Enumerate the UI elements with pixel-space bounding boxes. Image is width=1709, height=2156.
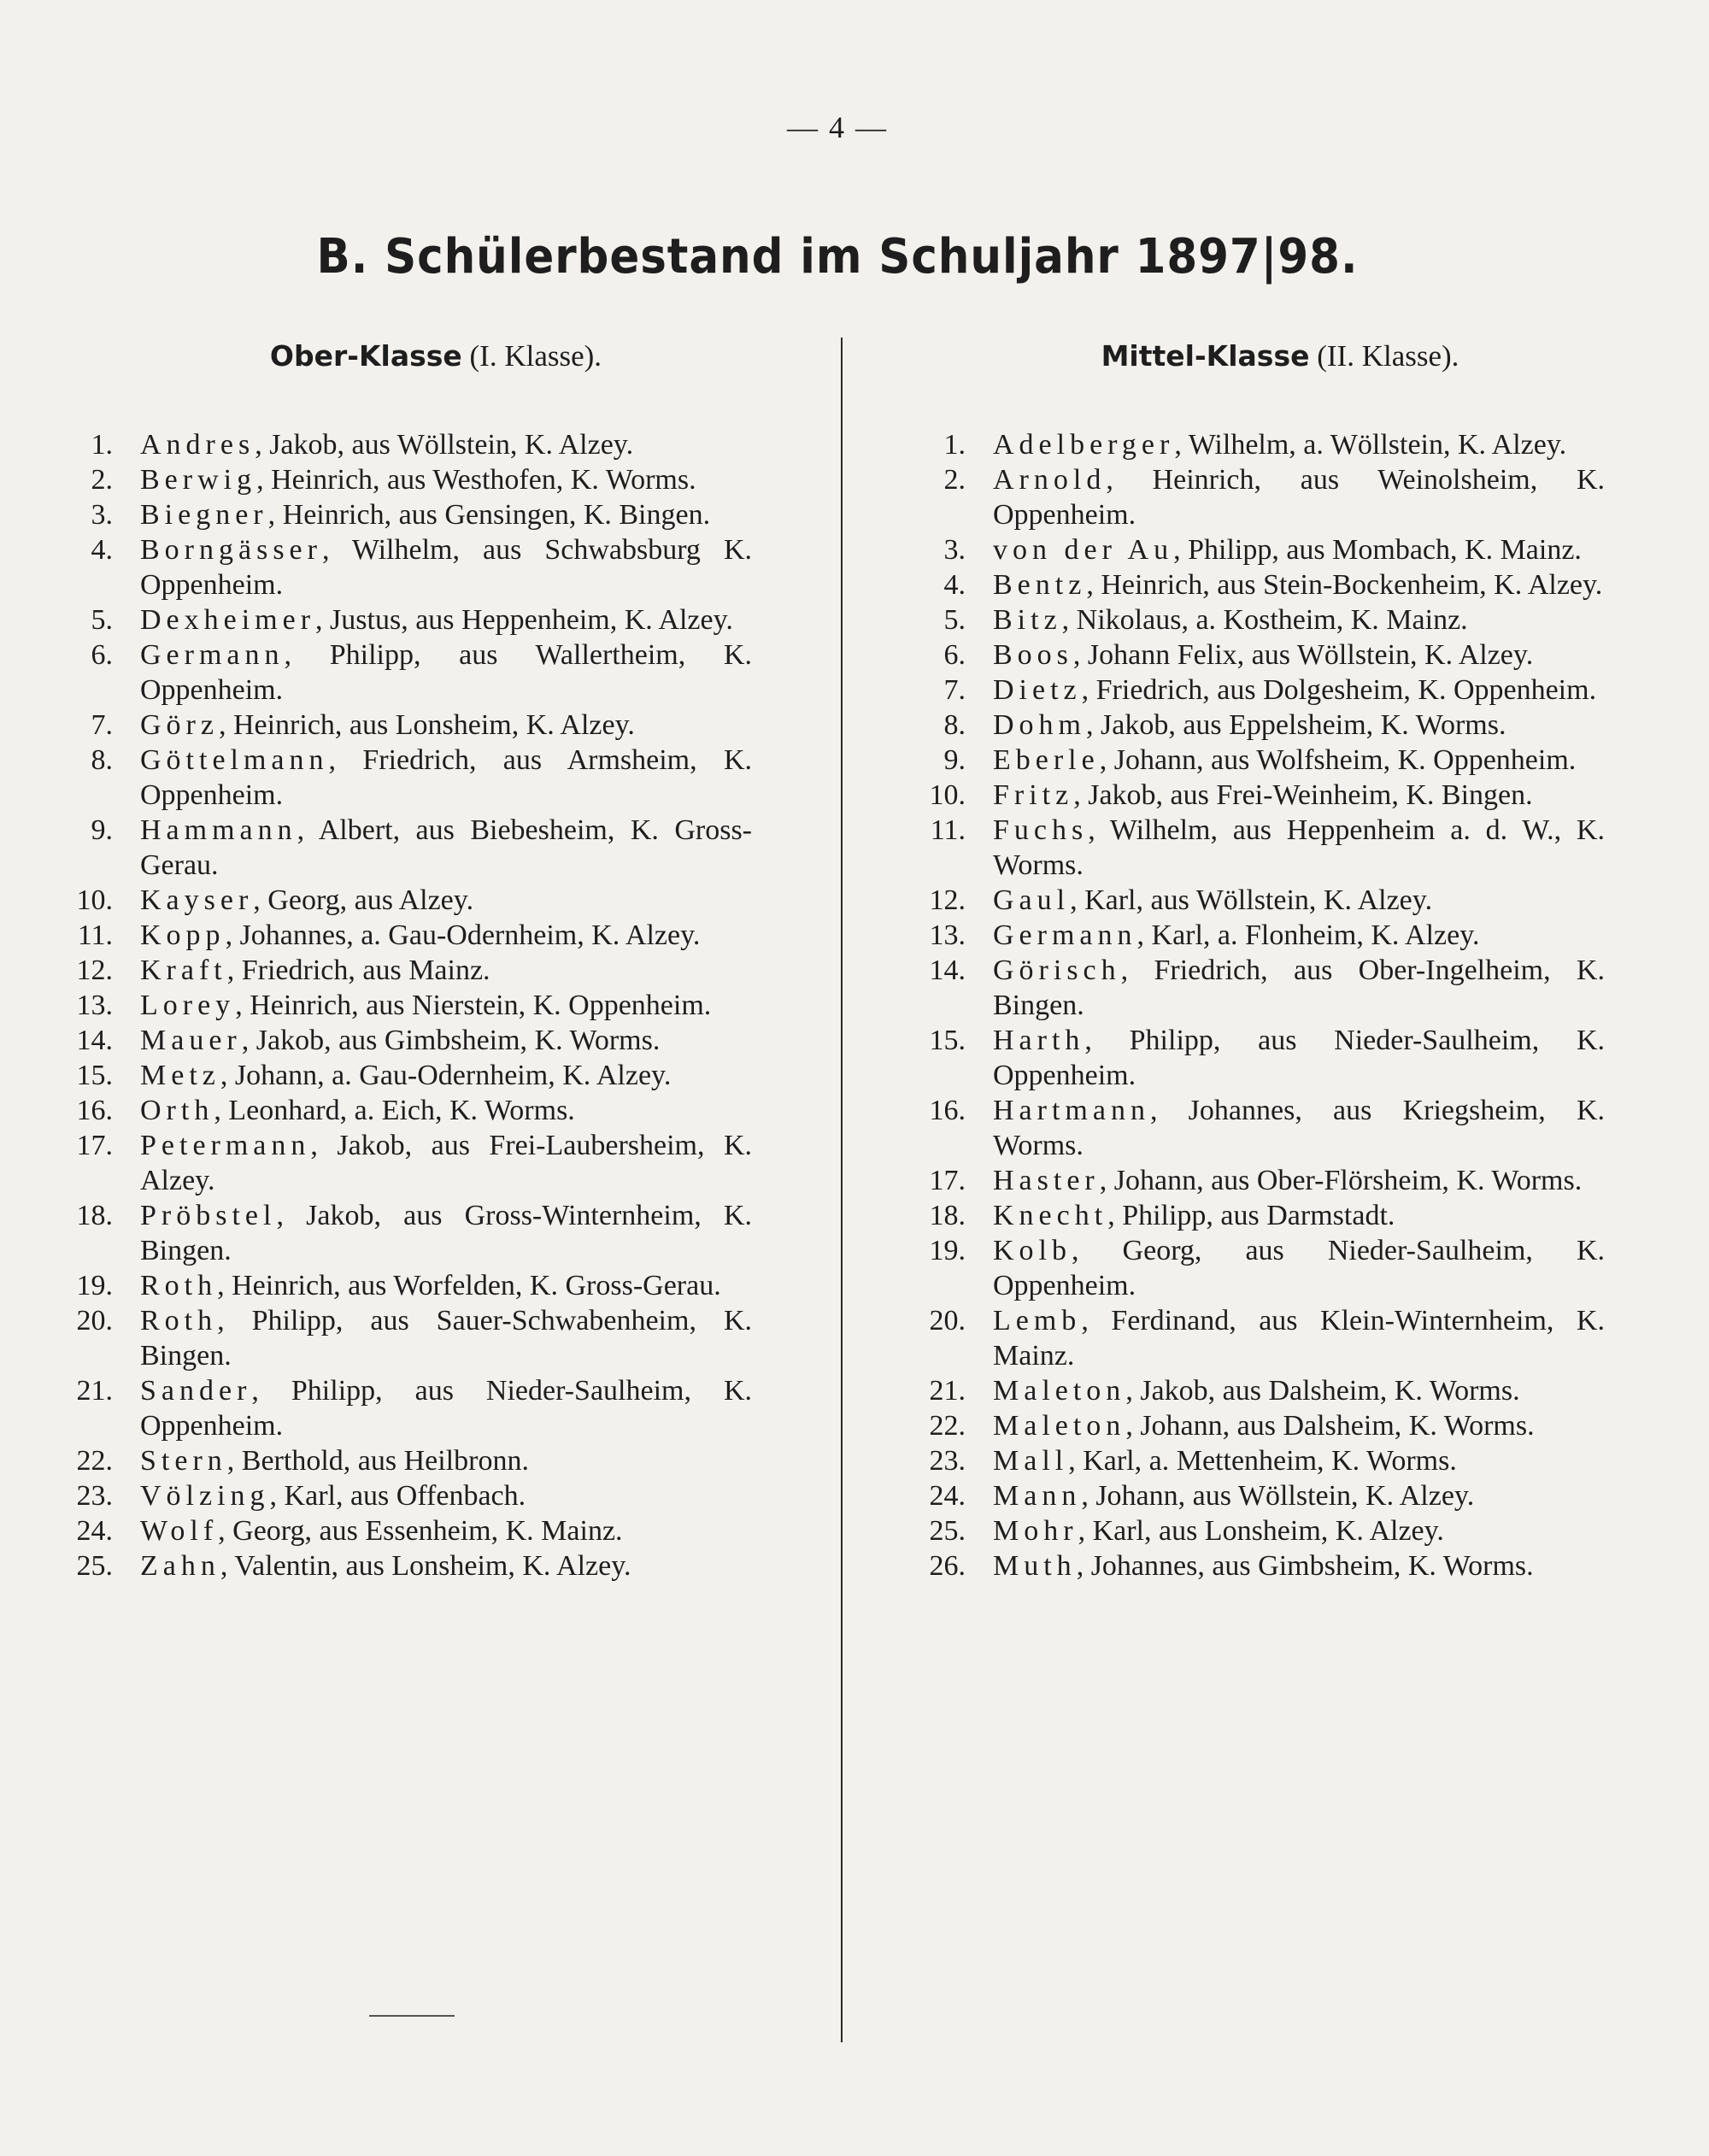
student-details: , Jakob, aus Gimbsheim, K. Worms. xyxy=(241,1025,661,1056)
mittel-klasse-title: Mittel-Klasse xyxy=(1101,339,1310,373)
student-entry xyxy=(68,602,752,637)
student-details: , Wilhelm, a. Wöllstein, K. Alzey. xyxy=(1174,429,1567,461)
student-surname: Mann xyxy=(993,1480,1082,1512)
student-surname: Göttelmann xyxy=(140,744,329,776)
student-details: , Karl, a. Flonheim, K. Alzey. xyxy=(1136,919,1480,951)
entry-number: 11. xyxy=(77,919,113,951)
student-surname: Gaul xyxy=(993,884,1071,916)
entry-number: 11. xyxy=(930,814,966,846)
student-entry xyxy=(921,778,1605,813)
entry-number: 13. xyxy=(76,990,113,1021)
student-surname: Muth xyxy=(993,1550,1077,1582)
ober-klasse-subtitle: (I. Klasse). xyxy=(469,339,602,373)
entry-number: 13. xyxy=(929,919,966,951)
entry-number: 22. xyxy=(929,1410,966,1442)
student-entry xyxy=(68,637,752,708)
entry-number: 16. xyxy=(76,1095,113,1126)
entry-number: 24. xyxy=(76,1515,113,1547)
student-entry xyxy=(68,813,752,883)
student-details: , Heinrich, aus Gensingen, K. Bingen. xyxy=(267,499,711,531)
entry-number: 8. xyxy=(943,709,966,741)
student-surname: Hammann xyxy=(140,814,297,846)
student-surname: Mohr xyxy=(993,1515,1078,1547)
entry-number: 1. xyxy=(91,429,113,461)
student-entry xyxy=(921,918,1605,953)
entry-number: 4. xyxy=(91,534,113,566)
student-surname: Görisch xyxy=(993,955,1121,986)
entry-number: 19. xyxy=(929,1235,966,1266)
student-details: , Heinrich, aus Nierstein, K. Oppenheim. xyxy=(235,990,712,1021)
student-entry xyxy=(921,708,1605,743)
student-entry xyxy=(921,1548,1605,1583)
student-surname: Arnold xyxy=(993,464,1107,496)
page-number: — 4 — xyxy=(787,110,888,144)
entry-number: 21. xyxy=(76,1375,113,1407)
student-details: , Leonhard, a. Eich, K. Worms. xyxy=(214,1095,575,1126)
entry-number: 15. xyxy=(929,1025,966,1056)
student-details: , Albert, aus Biebesheim, K. Gross-Gerau. xyxy=(140,814,752,881)
student-entry xyxy=(921,953,1605,1023)
student-details: , Ferdinand, aus Klein-Winternheim, K. Mainz. xyxy=(993,1305,1605,1372)
student-entry xyxy=(921,462,1605,532)
entry-number: 3. xyxy=(91,499,113,531)
student-surname: Kolb xyxy=(993,1235,1072,1266)
mittel-klasse-heading xyxy=(921,335,1605,378)
student-surname: Bitz xyxy=(993,604,1062,636)
student-surname: Maleton xyxy=(993,1410,1126,1442)
entry-number: 9. xyxy=(91,814,113,846)
student-surname: Mall xyxy=(993,1445,1069,1477)
student-details: , Johann, aus Ober-Flörsheim, K. Worms. xyxy=(1099,1165,1583,1196)
student-entry xyxy=(68,462,752,497)
student-surname: Sander xyxy=(140,1375,252,1407)
entry-number: 14. xyxy=(76,1025,113,1056)
student-details: , Valentin, aus Lonsheim, K. Alzey. xyxy=(220,1550,631,1582)
student-entry xyxy=(68,1373,752,1443)
student-surname: Görz xyxy=(140,709,219,741)
student-details: , Johannes, aus Gimbsheim, K. Worms. xyxy=(1076,1550,1534,1582)
student-surname: Haster xyxy=(993,1165,1100,1196)
student-surname: Bentz xyxy=(993,569,1087,601)
student-entry xyxy=(921,1093,1605,1163)
student-details: , Heinrich, aus Weinolsheim, K. Oppenheim. xyxy=(993,464,1605,531)
student-details: , Nikolaus, a. Kostheim, K. Mainz. xyxy=(1061,604,1468,636)
student-details: , Philipp, aus Darmstadt. xyxy=(1107,1200,1395,1231)
student-details: , Karl, aus Wöllstein, K. Alzey. xyxy=(1070,884,1433,916)
entry-number: 5. xyxy=(943,604,966,636)
entry-number: 3. xyxy=(943,534,966,566)
student-surname: Harth xyxy=(993,1025,1085,1056)
student-details: , Johann, a. Gau-Odernheim, K. Alzey. xyxy=(220,1060,672,1091)
student-surname: Germann xyxy=(993,919,1137,951)
entry-number: 12. xyxy=(929,884,966,916)
student-entry xyxy=(921,602,1605,637)
student-surname: von der Au xyxy=(993,534,1174,566)
entry-number: 19. xyxy=(76,1270,113,1301)
student-entry xyxy=(68,532,752,602)
student-surname: Petermann xyxy=(140,1130,311,1161)
column-divider xyxy=(841,338,843,2042)
student-entry xyxy=(68,988,752,1023)
student-entry xyxy=(921,1023,1605,1093)
student-entry xyxy=(921,1513,1605,1548)
student-details: , Philipp, aus Nieder-Saulheim, K. Oppenheim. xyxy=(140,1375,752,1442)
student-details: , Philipp, aus Mombach, K. Mainz. xyxy=(1173,534,1582,566)
student-entry xyxy=(68,743,752,813)
entry-number: 1. xyxy=(943,429,966,461)
entry-number: 17. xyxy=(76,1130,113,1161)
student-details: , Georg, aus Nieder-Saulheim, K. Oppenheim. xyxy=(993,1235,1605,1301)
student-entry xyxy=(68,1023,752,1058)
student-entry xyxy=(921,1373,1605,1408)
student-details: , Jakob, aus Eppelsheim, K. Worms. xyxy=(1086,709,1506,741)
student-entry xyxy=(921,1408,1605,1443)
student-entry xyxy=(68,427,752,462)
student-surname: Roth xyxy=(140,1270,218,1301)
student-details: , Jakob, aus Gross-Winternheim, K. Bingen. xyxy=(140,1200,752,1266)
student-entry xyxy=(921,813,1605,883)
student-details: , Georg, aus Alzey. xyxy=(253,884,474,916)
student-details: , Philipp, aus Sauer-Schwabenheim, K. Bingen. xyxy=(140,1305,752,1372)
student-entry xyxy=(68,1478,752,1513)
student-details: , Wilhelm, aus Schwabsburg K. Oppenheim. xyxy=(140,534,752,601)
student-details: , Johann, aus Wöllstein, K. Alzey. xyxy=(1081,1480,1475,1512)
student-surname: Völzing xyxy=(140,1480,270,1512)
end-rule xyxy=(369,2015,455,2017)
student-entry xyxy=(68,708,752,743)
student-entry xyxy=(921,1233,1605,1303)
student-surname: Hartmann xyxy=(993,1095,1150,1126)
student-details: , Jakob, aus Frei-Laubersheim, K. Alzey. xyxy=(140,1130,752,1196)
entry-number: 8. xyxy=(91,744,113,776)
student-details: , Friedrich, aus Armsheim, K. Oppenheim. xyxy=(140,744,752,811)
student-surname: Kayser xyxy=(140,884,254,916)
student-entry xyxy=(921,1163,1605,1198)
student-surname: Lorey xyxy=(140,990,236,1021)
entry-number: 6. xyxy=(91,639,113,671)
student-surname: Dohm xyxy=(993,709,1086,741)
student-entry xyxy=(921,637,1605,673)
entry-number: 10. xyxy=(929,779,966,811)
student-details: , Johannes, aus Kriegsheim, K. Worms. xyxy=(993,1095,1605,1161)
student-entry xyxy=(68,1058,752,1093)
entry-number: 4. xyxy=(943,569,966,601)
student-details: , Georg, aus Essenheim, K. Mainz. xyxy=(218,1515,623,1547)
student-surname: Fuchs xyxy=(993,814,1089,846)
student-surname: Berwig xyxy=(140,464,257,496)
student-surname: Lemb xyxy=(993,1305,1082,1336)
student-details: , Heinrich, aus Worfelden, K. Gross-Gerau. xyxy=(217,1270,721,1301)
entry-number: 9. xyxy=(943,744,966,776)
entry-number: 12. xyxy=(76,955,113,986)
student-entry xyxy=(68,1443,752,1478)
entry-number: 26. xyxy=(929,1550,966,1582)
student-entry xyxy=(68,1548,752,1583)
student-entry xyxy=(921,743,1605,778)
student-surname: Kopp xyxy=(140,919,226,951)
entry-number: 25. xyxy=(76,1550,113,1582)
entry-number: 2. xyxy=(91,464,113,496)
student-details: , Heinrich, aus Westhofen, K. Worms. xyxy=(256,464,696,496)
student-surname: Boos xyxy=(993,639,1073,671)
student-surname: Pröbstel xyxy=(140,1200,277,1231)
student-entry xyxy=(921,427,1605,462)
student-details: , Wilhelm, aus Heppenheim a. d. W., K. Worms. xyxy=(993,814,1605,881)
student-entry xyxy=(68,883,752,918)
entry-number: 18. xyxy=(76,1200,113,1231)
student-surname: Wolf xyxy=(140,1515,219,1547)
student-details: , Heinrich, aus Lonsheim, K. Alzey. xyxy=(218,709,635,741)
student-entry xyxy=(921,1443,1605,1478)
student-entry xyxy=(68,1128,752,1198)
student-surname: Germann xyxy=(140,639,285,671)
student-surname: Dietz xyxy=(993,674,1082,706)
student-details: , Karl, aus Offenbach. xyxy=(269,1480,526,1512)
student-surname: Orth xyxy=(140,1095,214,1126)
entry-number: 10. xyxy=(76,884,113,916)
student-surname: Metz xyxy=(140,1060,220,1091)
student-entry xyxy=(68,1198,752,1268)
entry-number: 22. xyxy=(76,1445,113,1477)
entry-number: 23. xyxy=(76,1480,113,1512)
student-surname: Kraft xyxy=(140,955,227,986)
ober-klasse-heading xyxy=(68,335,752,378)
student-surname: Knecht xyxy=(993,1200,1108,1231)
ober-klasse-title: Ober-Klasse xyxy=(269,339,462,373)
page-title: B. Schülerbestand im Schuljahr 1897|98. xyxy=(316,229,1359,285)
mittel-klasse-list xyxy=(921,427,1605,1583)
student-details: , Karl, a. Mettenheim, K. Worms. xyxy=(1068,1445,1457,1477)
student-entry xyxy=(68,953,752,988)
student-surname: Dexheimer xyxy=(140,604,316,636)
entry-number: 7. xyxy=(91,709,113,741)
entry-number: 18. xyxy=(929,1200,966,1231)
entry-number: 24. xyxy=(929,1480,966,1512)
student-entry xyxy=(921,673,1605,708)
student-entry xyxy=(921,883,1605,918)
student-details: , Jakob, aus Frei-Weinheim, K. Bingen. xyxy=(1073,779,1533,811)
entry-number: 20. xyxy=(929,1305,966,1336)
student-surname: Zahn xyxy=(140,1550,220,1582)
student-surname: Borngässer xyxy=(140,534,322,566)
student-surname: Biegner xyxy=(140,499,268,531)
student-details: , Johannes, a. Gau-Odernheim, K. Alzey. xyxy=(225,919,701,951)
student-surname: Andres xyxy=(140,429,255,461)
entry-number: 14. xyxy=(929,955,966,986)
student-details: , Johann, aus Dalsheim, K. Worms. xyxy=(1125,1410,1535,1442)
student-surname: Mauer xyxy=(140,1025,242,1056)
entry-number: 23. xyxy=(929,1445,966,1477)
ober-klasse-list xyxy=(68,427,752,1583)
student-details: , Johann Felix, aus Wöllstein, K. Alzey. xyxy=(1072,639,1534,671)
mittel-klasse-subtitle: (II. Klasse). xyxy=(1317,339,1459,373)
entry-number: 15. xyxy=(76,1060,113,1091)
student-entry xyxy=(921,1303,1605,1373)
student-details: , Friedrich, aus Ober-Ingelheim, K. Bingen. xyxy=(993,955,1605,1021)
student-details: , Philipp, aus Wallertheim, K. Oppenheim. xyxy=(140,639,752,706)
mittel-klasse-column xyxy=(921,335,1605,1583)
student-details: , Berthold, aus Heilbronn. xyxy=(226,1445,529,1477)
student-surname: Fritz xyxy=(993,779,1074,811)
ober-klasse-column xyxy=(68,335,752,1583)
entry-number: 6. xyxy=(943,639,966,671)
student-details: , Friedrich, aus Mainz. xyxy=(226,955,490,986)
entry-number: 5. xyxy=(91,604,113,636)
student-entry xyxy=(921,532,1605,567)
entry-number: 7. xyxy=(943,674,966,706)
entry-number: 25. xyxy=(929,1515,966,1547)
student-surname: Adelberger xyxy=(993,429,1175,461)
entry-number: 17. xyxy=(929,1165,966,1196)
student-details: , Johann, aus Wolfsheim, K. Oppenheim. xyxy=(1099,744,1577,776)
student-details: , Karl, aus Lonsheim, K. Alzey. xyxy=(1078,1515,1444,1547)
student-details: , Heinrich, aus Stein-Bockenheim, K. Alzey. xyxy=(1086,569,1603,601)
entry-number: 16. xyxy=(929,1095,966,1126)
student-entry xyxy=(68,497,752,532)
student-entry xyxy=(68,1303,752,1373)
student-details: , Friedrich, aus Dolgesheim, K. Oppenheim. xyxy=(1081,674,1597,706)
student-entry xyxy=(68,1093,752,1128)
student-surname: Maleton xyxy=(993,1375,1126,1407)
student-entry xyxy=(921,1198,1605,1233)
student-entry xyxy=(68,1268,752,1303)
student-surname: Eberle xyxy=(993,744,1100,776)
student-details: , Philipp, aus Nieder-Saulheim, K. Oppenheim. xyxy=(993,1025,1605,1091)
student-entry xyxy=(921,1478,1605,1513)
student-surname: Roth xyxy=(140,1305,218,1336)
entry-number: 20. xyxy=(76,1305,113,1336)
student-entry xyxy=(68,918,752,953)
student-details: , Jakob, aus Dalsheim, K. Worms. xyxy=(1125,1375,1520,1407)
student-entry xyxy=(68,1513,752,1548)
entry-number: 2. xyxy=(943,464,966,496)
student-details: , Justus, aus Heppenheim, K. Alzey. xyxy=(315,604,733,636)
student-surname: Stern xyxy=(140,1445,227,1477)
entry-number: 21. xyxy=(929,1375,966,1407)
student-details: , Jakob, aus Wöllstein, K. Alzey. xyxy=(255,429,634,461)
student-entry xyxy=(921,567,1605,602)
